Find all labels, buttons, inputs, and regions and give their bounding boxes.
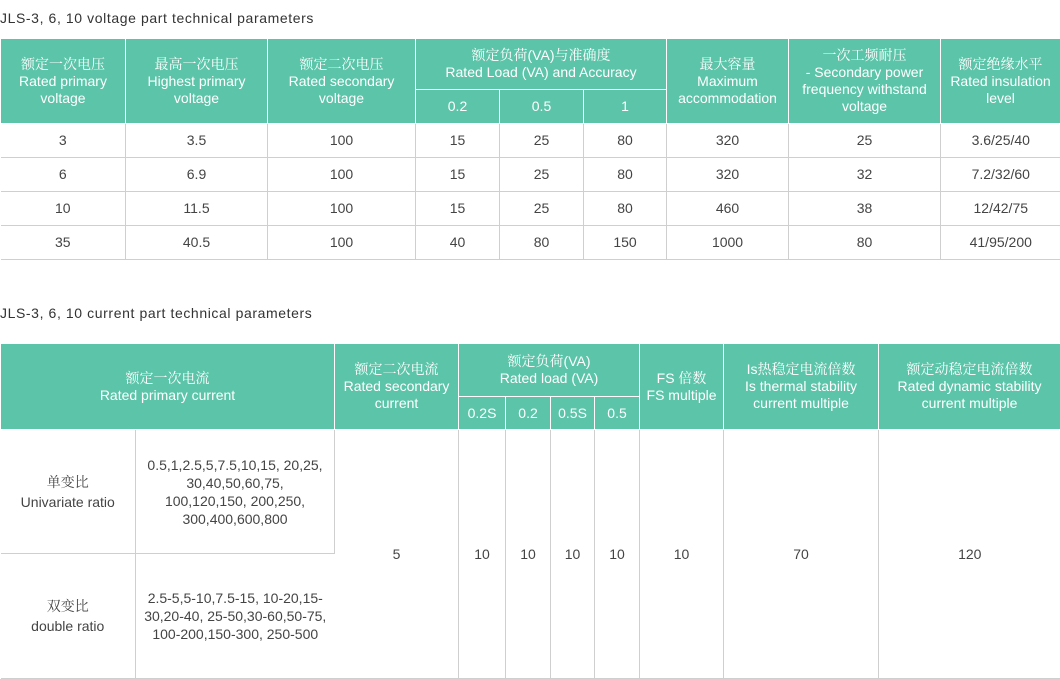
current-table-title: JLS-3, 6, 10 current part technical parameters	[0, 305, 312, 321]
header-dynamic-stability: 额定动稳定电流倍数 Rated dynamic stability current multiple	[879, 344, 1060, 430]
table-cell: 11.5	[126, 192, 268, 226]
table-cell: 38	[789, 192, 941, 226]
header-rated-secondary-current: 额定二次电流 Rated secondary current	[335, 344, 459, 430]
table-cell: 25	[789, 124, 941, 158]
table-cell: 320	[667, 158, 789, 192]
header-load-0-5s: 0.5S	[551, 397, 595, 430]
table-row	[1, 430, 1060, 554]
table-cell: 6.9	[126, 158, 268, 192]
table-cell: 25	[500, 124, 584, 158]
load-0-2-value: 10	[506, 430, 551, 679]
header-accuracy-0-5: 0.5	[500, 90, 584, 124]
table-row	[1, 124, 1060, 158]
header-load-0-2s: 0.2S	[459, 397, 506, 430]
header-fs-multiple: FS 倍数 FS multiple	[640, 344, 724, 430]
table-cell: 12/42/75	[941, 192, 1060, 226]
table-cell: 6	[1, 158, 126, 192]
load-0-5-value: 10	[595, 430, 640, 679]
table-cell: 35	[1, 226, 126, 260]
thermal-multiple-value: 70	[724, 430, 879, 679]
voltage-table-title: JLS-3, 6, 10 voltage part technical parameters	[0, 10, 314, 26]
table-cell: 3.6/25/40	[941, 124, 1060, 158]
table-cell: 25	[500, 192, 584, 226]
header-insulation-level: 额定绝缘水平 Rated insulation level	[941, 39, 1060, 124]
table-cell: 100	[268, 226, 416, 260]
table-cell: 40	[416, 226, 500, 260]
header-rated-load: 额定负荷(VA) Rated load (VA)	[459, 344, 640, 397]
table-cell: 320	[667, 124, 789, 158]
load-0-5s-value: 10	[551, 430, 595, 679]
table-cell: 80	[584, 192, 667, 226]
univariate-ratio-label: 单变比 Univariate ratio	[1, 430, 136, 554]
table-cell: 32	[789, 158, 941, 192]
header-accuracy-0-2: 0.2	[416, 90, 500, 124]
header-max-capacity: 最大容量 Maximum accommodation	[667, 39, 789, 124]
table-cell: 150	[584, 226, 667, 260]
double-ratio-values: 2.5-5,5-10,7.5-15, 10-20,15-30,20-40, 25-50,30-60,50-75, 100-200,150-300, 250-500	[136, 554, 335, 679]
table-cell: 10	[1, 192, 126, 226]
table-cell: 80	[584, 158, 667, 192]
table-cell: 15	[416, 192, 500, 226]
table-cell: 100	[268, 158, 416, 192]
fs-multiple-value: 10	[640, 430, 724, 679]
univariate-ratio-values: 0.5,1,2.5,5,7.5,10,15, 20,25, 30,40,50,60,75, 100,120,150, 200,250, 300,400,600,800	[136, 430, 335, 554]
table-cell: 100	[268, 124, 416, 158]
table-row	[1, 158, 1060, 192]
header-load-0-2: 0.2	[506, 397, 551, 430]
header-rated-load-accuracy: 额定负荷(VA)与准确度 Rated Load (VA) and Accuracy	[416, 39, 667, 90]
table-cell: 41/95/200	[941, 226, 1060, 260]
table-cell: 1000	[667, 226, 789, 260]
table-cell: 40.5	[126, 226, 268, 260]
table-cell: 3.5	[126, 124, 268, 158]
dynamic-multiple-value: 120	[879, 430, 1060, 679]
double-ratio-label: 双变比 double ratio	[1, 554, 136, 679]
voltage-parameters-table	[0, 38, 1060, 260]
current-parameters-table	[0, 343, 1060, 679]
header-highest-primary-voltage: 最高一次电压 Highest primary voltage	[126, 39, 268, 124]
secondary-current-value: 5	[335, 430, 459, 679]
table-cell: 7.2/32/60	[941, 158, 1060, 192]
table-cell: 15	[416, 158, 500, 192]
header-rated-primary-voltage: 额定一次电压 Rated primary voltage	[1, 39, 126, 124]
table-cell: 25	[500, 158, 584, 192]
table-cell: 460	[667, 192, 789, 226]
table-cell: 80	[584, 124, 667, 158]
table-cell: 3	[1, 124, 126, 158]
header-power-frequency-withstand: 一次工频耐压 - Secondary power frequency withstand voltage	[789, 39, 941, 124]
table-cell: 100	[268, 192, 416, 226]
table-row	[1, 226, 1060, 260]
header-load-0-5: 0.5	[595, 397, 640, 430]
table-cell: 80	[789, 226, 941, 260]
table-cell: 15	[416, 124, 500, 158]
header-thermal-stability: Is热稳定电流倍数 Is thermal stability current multiple	[724, 344, 879, 430]
header-rated-secondary-voltage: 额定二次电压 Rated secondary voltage	[268, 39, 416, 124]
header-rated-primary-current: 额定一次电流 Rated primary current	[1, 344, 335, 430]
load-0-2s-value: 10	[459, 430, 506, 679]
table-cell: 80	[500, 226, 584, 260]
header-accuracy-1: 1	[584, 90, 667, 124]
table-row	[1, 192, 1060, 226]
